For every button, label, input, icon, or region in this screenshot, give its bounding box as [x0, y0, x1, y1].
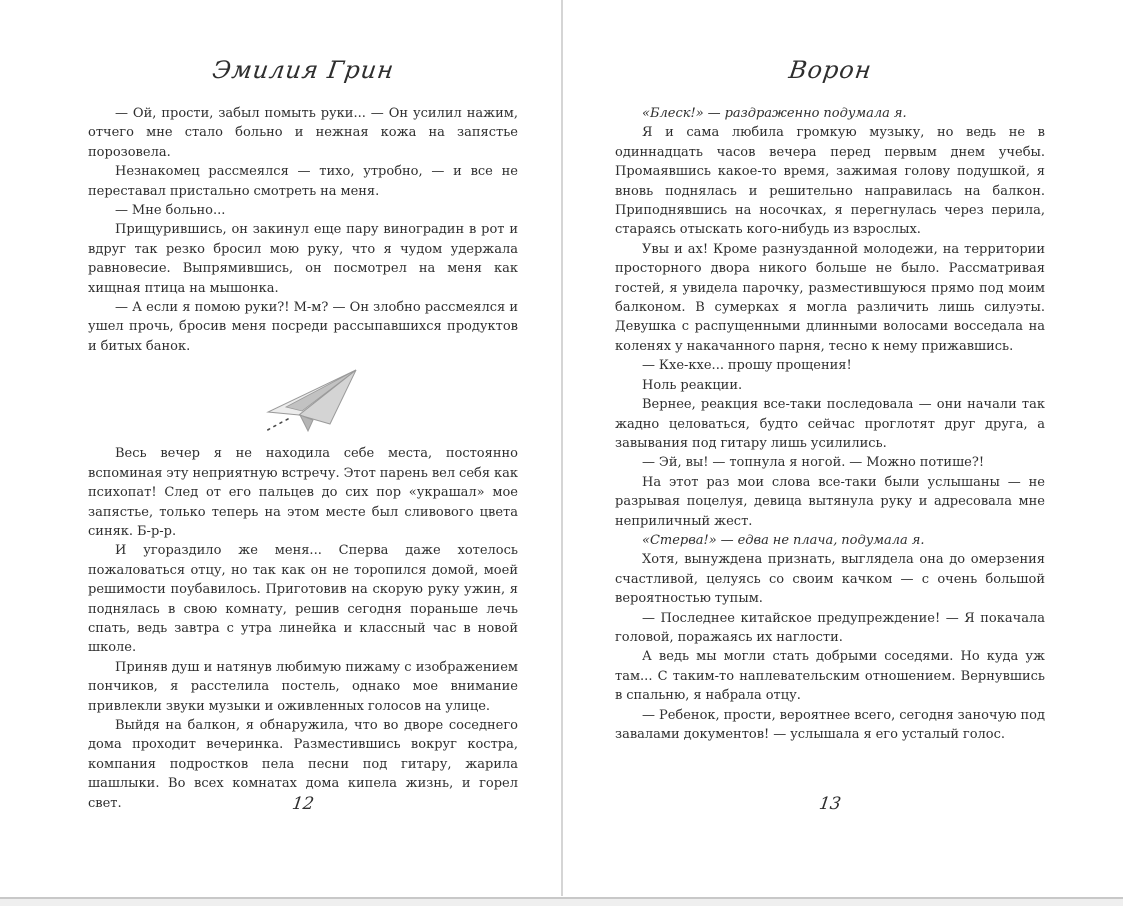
paragraph: Ноль реакции.	[642, 377, 743, 393]
page-right-text	[615, 104, 1045, 744]
page-left-text-top	[88, 104, 518, 356]
paragraph: Приняв душ и натянув любимую пижаму с изображением пончиков, я расстелила постель, однако мое внимание привлекли звуки музыки и оживленных голосов на улице.	[88, 659, 518, 714]
paragraph: «Блеск!» — раздраженно подумала я.	[642, 106, 907, 121]
paragraph: «Стерва!» — едва не плача, подумала я.	[642, 532, 925, 548]
paragraph: — Эй, вы! — топнула я ногой. — Можно потише?!	[642, 455, 985, 471]
paragraph: — Ребенок, прости, вероятнее всего, сегодня заночую под завалами документов! — услышала я его усталый голос.	[615, 707, 1045, 742]
paragraph: — Мне больно...	[115, 203, 226, 219]
paragraph: Увы и ах! Кроме разнузданной молодежи, на территории просторного двора никого больше не было. Рассматривая гостей, я увидела парочку, разместившуюся прямо под моим балконом. В сумерках я могла различить лишь силуэты. Девушка с распущенными длинными волосами восседала на коленях у накачанного парня, тесно к нему прижавшись.	[615, 241, 1045, 354]
paper-plane-icon	[242, 367, 364, 435]
running-head-title: Ворон	[787, 56, 874, 84]
paragraph: И угораздило же меня... Сперва даже хотелось пожаловаться отцу, но так как он не торопился домой, моей решимости поубавилось. Приготовив на скорую руку ужин, я поднялась в свою комнату, решив сегодня пораньше лечь спать, ведь завтра с утра линейка и классный час в новой школе.	[88, 543, 518, 656]
page-left[interactable]	[88, 0, 518, 896]
paragraph: — Ой, прости, забыл помыть руки... — Он усилил нажим, отчего мне стало больно и нежная кожа на запястье порозовела.	[88, 106, 518, 160]
paragraph: Хотя, вынуждена признать, выглядела она до омерзения счастливой, целуясь со своим качком — с очень большой вероятностью тупым.	[615, 552, 1045, 607]
page-left-text-bottom	[88, 444, 518, 813]
paragraph: Незнакомец рассмеялся — тихо, утробно, — и все не переставал пристально смотреть на меня.	[88, 164, 518, 199]
paragraph: А ведь мы могли стать добрыми соседями. Но куда уж там... С таким-то наплевательским отношением. Вернувшись в спальню, я набрала отцу.	[615, 649, 1045, 704]
page-right[interactable]	[615, 0, 1045, 896]
paragraph: Я и сама любила громкую музыку, но ведь не в одиннадцать часов вечера перед первым днем учебы. Промаявшись какое-то время, зажимая голову подушкой, я вновь поднялась и решительно направилась на балкон. Приподнявшись на носочках, я перегнулась через перила, стараясь отыскать кого-нибудь из взрослых.	[615, 125, 1045, 238]
paragraph: Вернее, реакция все-таки последовала — они начали так жадно целоваться, будто сейчас проглотят друг друга, а завывания под гитару лишь усилились.	[615, 397, 1045, 451]
paragraph: — Кхе-кхе... прошу прощения!	[642, 358, 852, 374]
running-head-author: Эмилия Грин	[210, 56, 397, 84]
scene-break-divider	[88, 364, 518, 438]
paragraph: На этот раз мои слова все-таки были услышаны — не разрывая поцелуя, девица вытянула руку и адресовала мне неприличный жест.	[615, 474, 1045, 529]
page-number-left: 12	[290, 794, 316, 814]
page-divider-line	[561, 0, 563, 896]
paragraph: — Последнее китайское предупреждение! — Я покачала головой, поражаясь их наглости.	[615, 610, 1045, 645]
paragraph: Прищурившись, он закинул еще пару виноградин в рот и вдруг так резко бросил мою руку, что я чудом удержала равновесие. Выпрямившись, он посмотрел на меня как хищная птица на мышонка.	[88, 222, 518, 296]
paragraph: Выйдя на балкон, я обнаружила, что во дворе соседнего дома проходит вечеринка. Разместившись вокруг костра, компания подростков пела песни под гитару, жарила шашлыки. Во всех комнатах дома кипела жизнь, и горел свет.	[88, 717, 518, 811]
page-number-right: 13	[817, 794, 843, 814]
paragraph: Весь вечер я не находила себе места, постоянно вспоминая эту неприятную встречу. Этот парень вел себя как психопат! След от его пальцев до сих пор «украшал» мое запястье, только теперь на этом месте был сливового цвета синяк. Б-р-р.	[88, 446, 518, 539]
bottom-bar	[0, 897, 1123, 906]
paragraph: — А если я помою руки?! М-м? — Он злобно рассмеялся и ушел прочь, бросив меня посреди рассыпавшихся продуктов и битых банок.	[88, 300, 518, 354]
